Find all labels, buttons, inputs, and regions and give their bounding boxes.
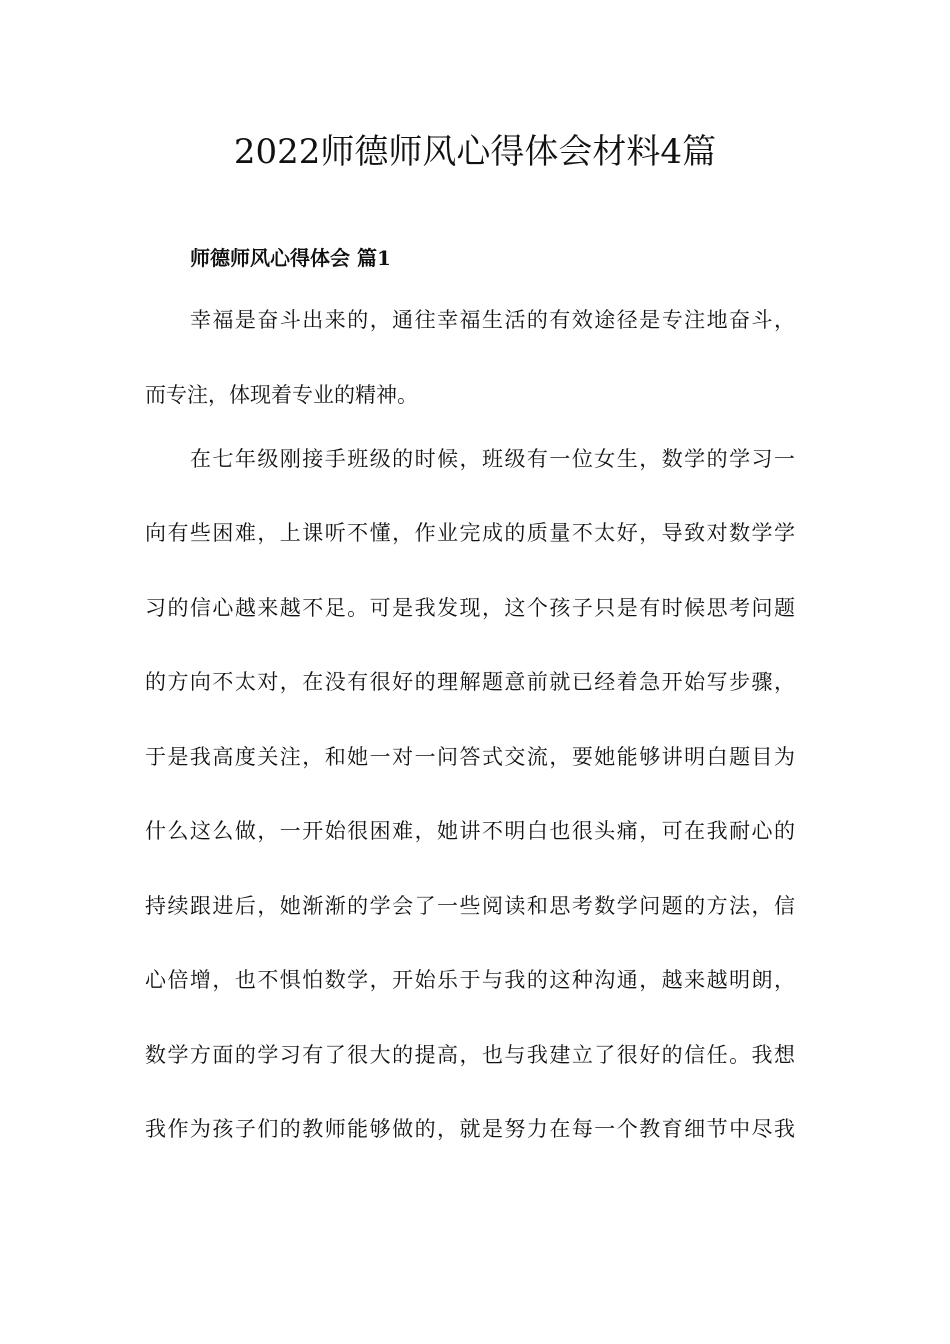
paragraph-line: 于是我高度关注，和她一对一问答式交流，要她能够讲明白题目为 [145,745,795,769]
paragraph-line: 向有些困难，上课听不懂，作业完成的质量不太好，导致对数学学 [145,521,795,545]
paragraph-line: 习的信心越来越不足。可是我发现，这个孩子只是有时候思考问题 [145,596,795,620]
paragraph-line: 而专注，体现着专业的精神。 [145,383,418,407]
paragraph-line: 心倍增，也不惧怕数学，开始乐于与我的这种沟通，越来越明朗， [145,968,795,992]
paragraph-line: 什么这么做，一开始很困难，她讲不明白也很头痛，可在我耐心的 [145,819,795,843]
paragraph-line: 我作为孩子们的教师能够做的，就是努力在每一个教育细节中尽我 [145,1117,795,1141]
paragraph-line: 数学方面的学习有了很大的提高，也与我建立了很好的信任。我想 [145,1043,795,1067]
paragraph-line: 的方向不太对，在没有很好的理解题意前就已经着急开始写步骤， [145,670,795,694]
document-title: 2022师德师风心得体会材料4篇 [233,132,717,172]
paragraph-line: 持续跟进后，她渐渐的学会了一些阅读和思考数学问题的方法，信 [145,894,795,918]
paragraph-line: 在七年级刚接手班级的时候，班级有一位女生，数学的学习一 [190,447,795,471]
paragraph-line: 幸福是奋斗出来的，通往幸福生活的有效途径是专注地奋斗， [190,308,795,332]
section-heading: 师德师风心得体会 篇1 [190,246,391,270]
